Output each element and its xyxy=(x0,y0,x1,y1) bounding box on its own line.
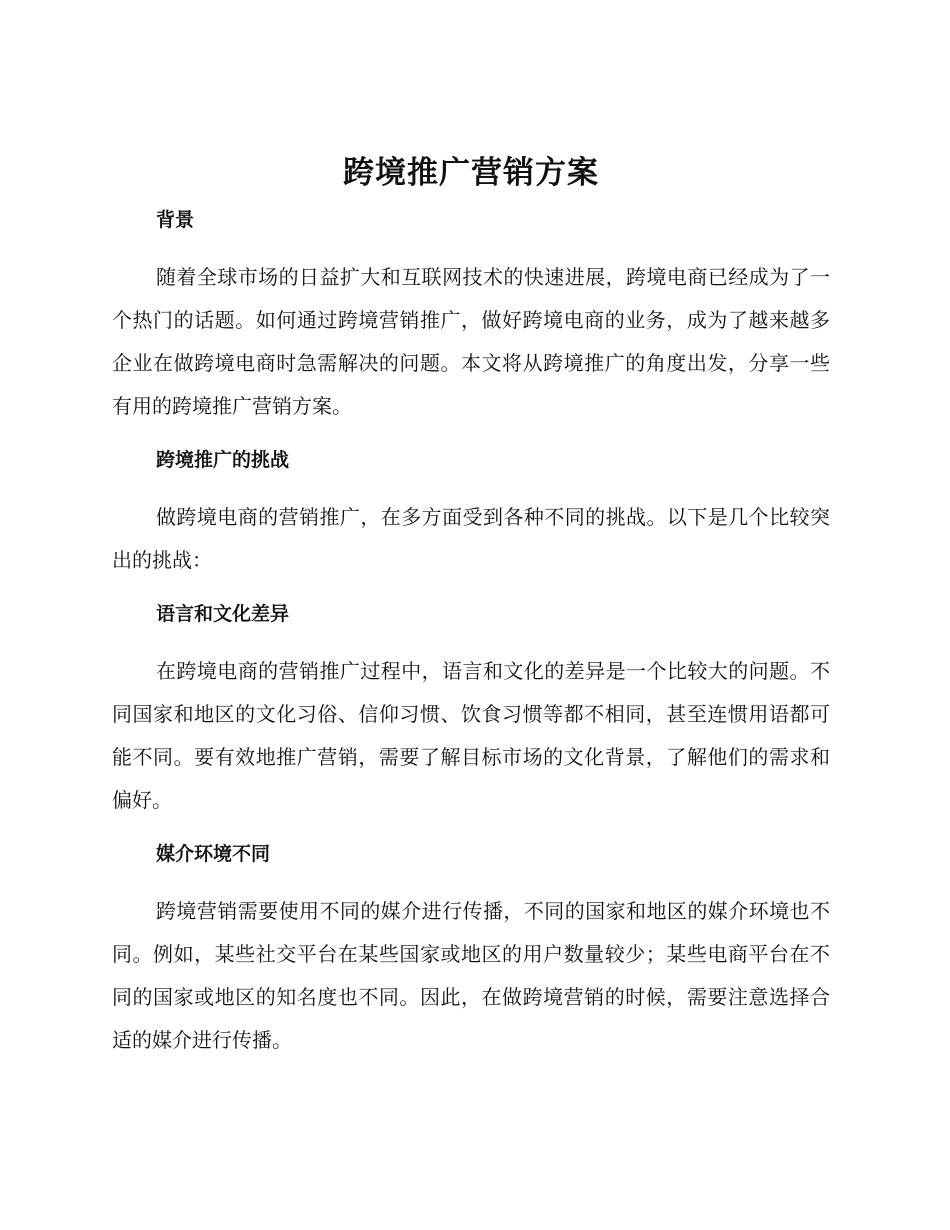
document-title: 跨境推广营销方案 xyxy=(343,155,599,191)
section-paragraph-language-culture: 在跨境电商的营销推广过程中，语言和文化的差异是一个比较大的问题。不同国家和地区的文化习俗、信仰习惯、饮食习惯等都不相同，甚至连惯用语都可能不同。要有效地推广营销，需要了解目标市场的文化背景，了解他们的需求和偏好。 xyxy=(112,659,830,812)
section-heading-language-culture: 语言和文化差异 xyxy=(156,603,290,625)
section-paragraph-challenges: 做跨境电商的营销推广，在多方面受到各种不同的挑战。以下是几个比较突出的挑战： xyxy=(112,505,830,572)
document-page xyxy=(112,150,830,1080)
section-paragraph-media-environment: 跨境营销需要使用不同的媒介进行传播，不同的国家和地区的媒介环境也不同。例如，某些社交平台在某些国家或地区的用户数量较少；某些电商平台在不同的国家或地区的知名度也不同。因此，在做跨境营销的时候，需要注意选择合适的媒介进行传播。 xyxy=(112,899,830,1052)
section-paragraph-background: 随着全球市场的日益扩大和互联网技术的快速进展，跨境电商已经成为了一个热门的话题。如何通过跨境营销推广，做好跨境电商的业务，成为了越来越多企业在做跨境电商时急需解决的问题。本文将从跨境推广的角度出发，分享一些有用的跨境推广营销方案。 xyxy=(112,265,830,418)
section-heading-background: 背景 xyxy=(156,209,195,231)
section-heading-media-environment: 媒介环境不同 xyxy=(156,843,271,865)
section-heading-challenges: 跨境推广的挑战 xyxy=(156,449,290,471)
